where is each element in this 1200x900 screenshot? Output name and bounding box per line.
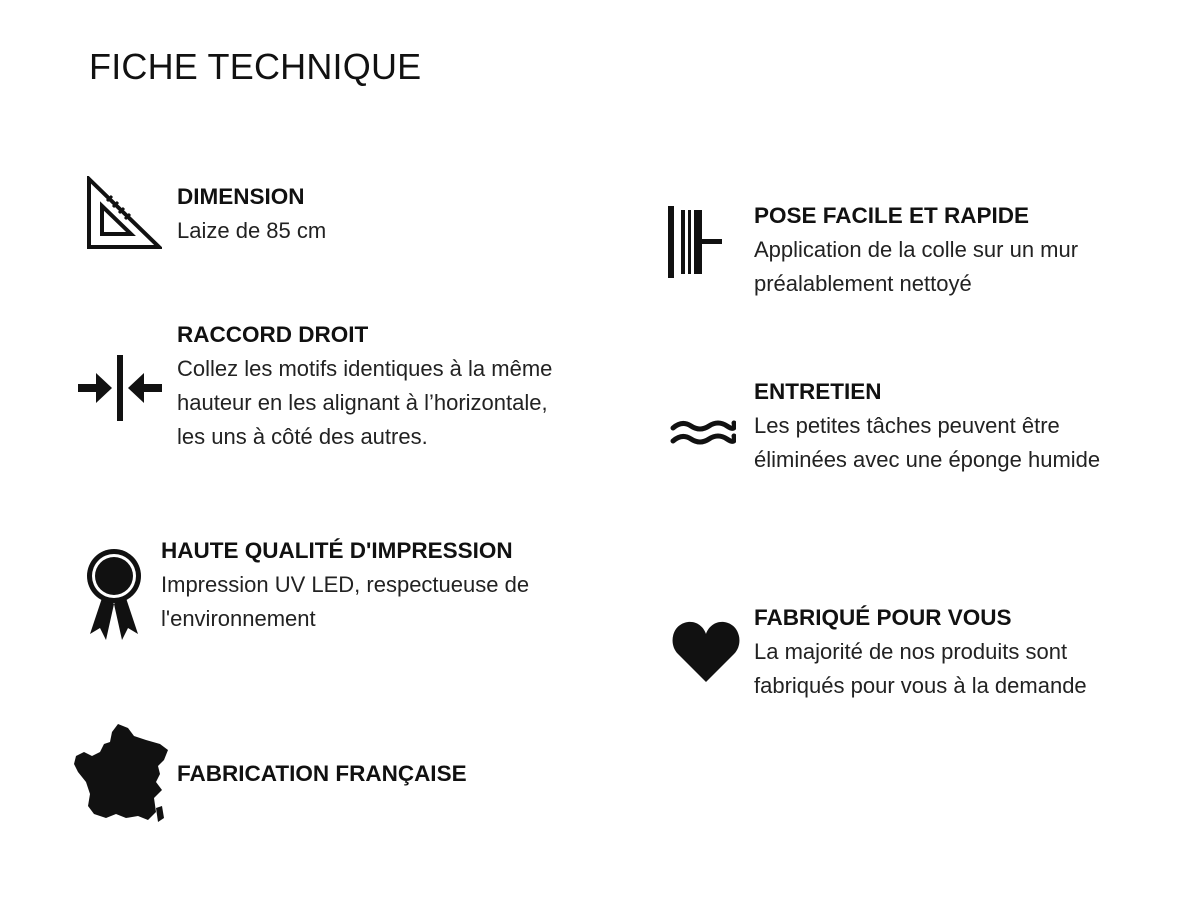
page-title: FICHE TECHNIQUE xyxy=(89,46,422,87)
feature-fabrique-pour-vous xyxy=(754,601,1087,703)
france-map-icon xyxy=(72,722,174,828)
feature-description-line: La majorité de nos produits sont xyxy=(754,639,1068,664)
heart-icon xyxy=(670,618,742,684)
feature-description-line: les uns à côté des autres. xyxy=(177,424,428,449)
feature-description-line: l'environnement xyxy=(161,606,316,631)
feature-pose-facile xyxy=(754,199,1078,301)
feature-title: FABRICATION FRANÇAISE xyxy=(177,761,467,786)
feature-title: POSE FACILE ET RAPIDE xyxy=(754,203,1030,228)
feature-description-line: fabriqués pour vous à la demande xyxy=(754,673,1087,698)
feature-raccord-droit xyxy=(177,318,552,454)
feature-title: RACCORD DROIT xyxy=(177,322,369,347)
award-ribbon-icon xyxy=(86,548,142,644)
feature-title: FABRIQUÉ POUR VOUS xyxy=(754,605,1012,630)
feature-description-line: Les petites tâches peuvent être xyxy=(754,413,1060,438)
feature-description-line: préalablement nettoyé xyxy=(754,271,972,296)
feature-haute-qualite xyxy=(161,534,529,636)
feature-description-line: Application de la colle sur un mur xyxy=(754,237,1079,262)
feature-description-line: hauteur en les alignant à l’horizontale, xyxy=(177,390,548,415)
glue-brush-icon xyxy=(668,206,724,278)
feature-title: DIMENSION xyxy=(177,184,305,209)
feature-description-line: Impression UV LED, respectueuse de xyxy=(161,572,530,597)
arrows-to-center-line-icon xyxy=(78,355,162,421)
water-waves-icon xyxy=(670,417,736,447)
feature-description-line: Collez les motifs identiques à la même xyxy=(177,356,553,381)
feature-title: HAUTE QUALITÉ D'IMPRESSION xyxy=(161,538,513,563)
set-square-ruler-icon xyxy=(86,176,162,252)
feature-description: Laize de 85 cm xyxy=(177,218,327,243)
feature-dimension xyxy=(177,180,326,248)
feature-fabrication-francaise xyxy=(177,757,467,791)
feature-description-line: éliminées avec une éponge humide xyxy=(754,447,1101,472)
feature-title: ENTRETIEN xyxy=(754,379,882,404)
feature-entretien xyxy=(754,375,1100,477)
